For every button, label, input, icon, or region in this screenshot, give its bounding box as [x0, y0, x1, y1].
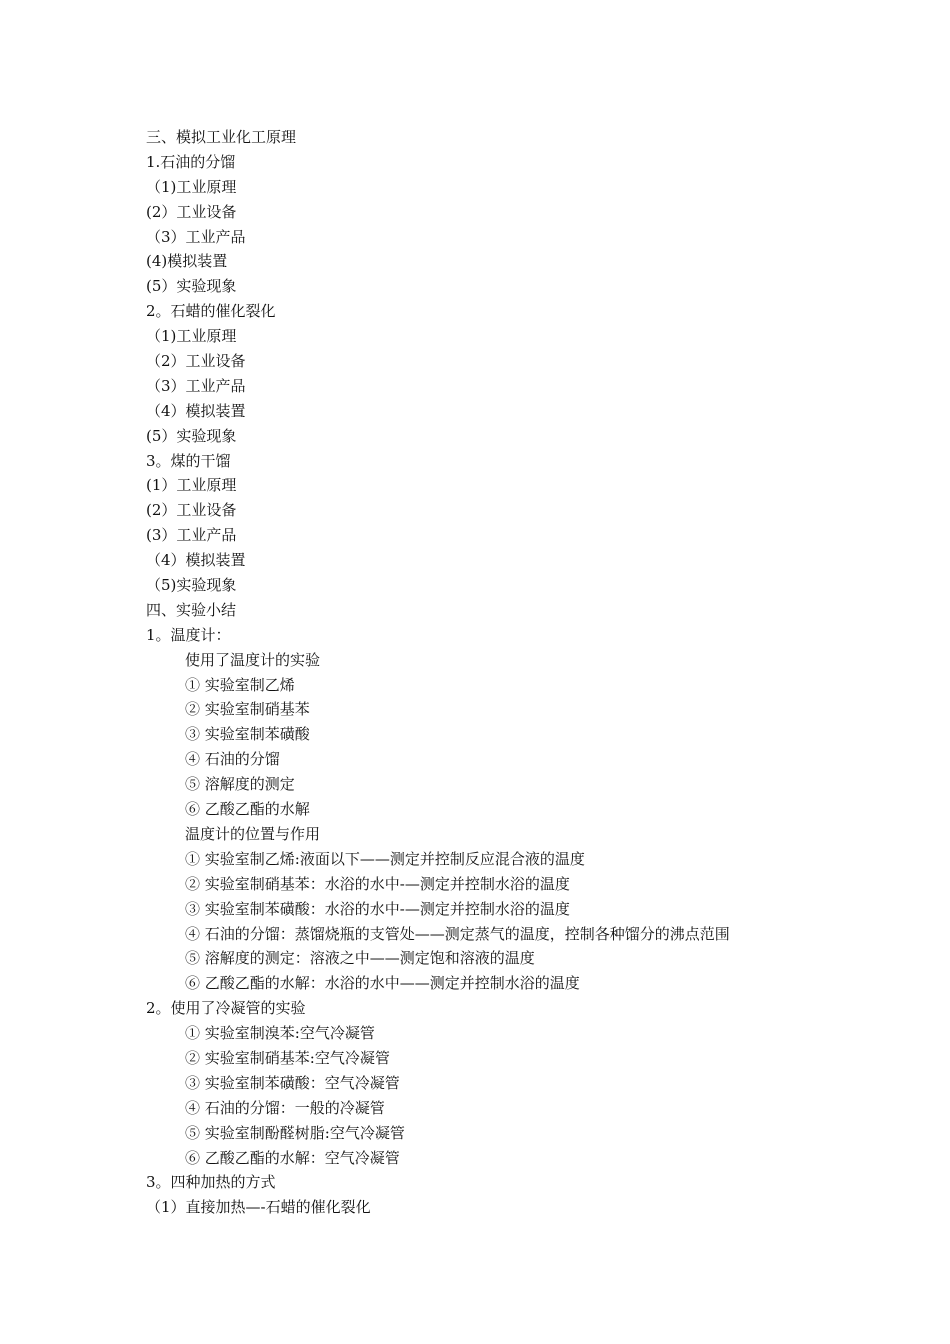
text-line: （2）工业设备	[146, 352, 246, 371]
text-line: ④ 石油的分馏	[185, 750, 280, 769]
text-line: (1）工业原理	[146, 476, 237, 495]
text-line: (4)模拟装置	[146, 252, 228, 271]
text-line: 三、模拟工业化工原理	[146, 128, 297, 146]
text-line: ③ 实验室制苯磺酸：水浴的水中-—测定并控制水浴的温度	[185, 899, 570, 918]
text-line: （5)实验现象	[146, 576, 237, 595]
text-line: 四、实验小结	[146, 600, 237, 619]
text-line: ⑥ 乙酸乙酯的水解：空气冷凝管	[185, 1148, 400, 1167]
text-line: ⑥ 乙酸乙酯的水解：水浴的水中——测定并控制水浴的温度	[185, 974, 580, 993]
text-line: ⑤ 溶解度的测定	[185, 775, 295, 794]
text-line: 2。使用了冷凝管的实验	[146, 999, 306, 1018]
text-line: (3）工业产品	[146, 526, 237, 545]
text-line: (5）实验现象	[146, 426, 237, 445]
text-line: ② 实验室制硝基苯:空气冷凝管	[185, 1048, 390, 1067]
document-body	[146, 125, 906, 1220]
text-line: ⑤ 溶解度的测定：溶液之中——测定饱和溶液的温度	[185, 949, 535, 968]
text-line: ① 实验室制乙烯:液面以下——测定并控制反应混合液的温度	[185, 849, 585, 868]
text-line: 1.石油的分馏	[146, 152, 236, 171]
text-line: ② 实验室制硝基苯：水浴的水中-—测定并控制水浴的温度	[185, 874, 570, 893]
text-line: ① 实验室制乙烯	[185, 675, 295, 694]
text-line: （3）工业产品	[146, 227, 246, 246]
text-line: （4）模拟装置	[146, 401, 246, 420]
text-line: ③ 实验室制苯磺酸：空气冷凝管	[185, 1073, 400, 1092]
text-line: ④ 石油的分馏：一般的冷凝管	[185, 1098, 385, 1117]
text-line: ⑥ 乙酸乙酯的水解	[185, 800, 310, 819]
text-line: （1)工业原理	[146, 177, 237, 196]
text-line: 2。石蜡的催化裂化	[146, 302, 276, 321]
text-line: ② 实验室制硝基苯	[185, 700, 310, 719]
text-line: （1）直接加热—-石蜡的催化裂化	[146, 1198, 371, 1217]
text-line: （3）工业产品	[146, 376, 246, 395]
text-line: 温度计的位置与作用	[185, 824, 321, 843]
text-line: (2）工业设备	[146, 501, 237, 520]
text-line: (5）实验现象	[146, 277, 237, 296]
text-line: ④ 石油的分馏：蒸馏烧瓶的支管处——测定蒸气的温度，控制各种馏分的沸点范围	[185, 924, 730, 943]
text-line: （4）模拟装置	[146, 551, 246, 570]
text-line: （1)工业原理	[146, 327, 237, 346]
text-line: (2）工业设备	[146, 202, 237, 221]
text-line: 3。四种加热的方式	[146, 1173, 276, 1192]
text-line: 3。煤的干馏	[146, 451, 231, 470]
text-line: 使用了温度计的实验	[185, 650, 321, 669]
text-line: ③ 实验室制苯磺酸	[185, 725, 310, 744]
text-line: ⑤ 实验室制酚醛树脂:空气冷凝管	[185, 1123, 405, 1142]
text-line: ① 实验室制溴苯:空气冷凝管	[185, 1024, 375, 1043]
text-line: 1。温度计：	[146, 625, 231, 644]
